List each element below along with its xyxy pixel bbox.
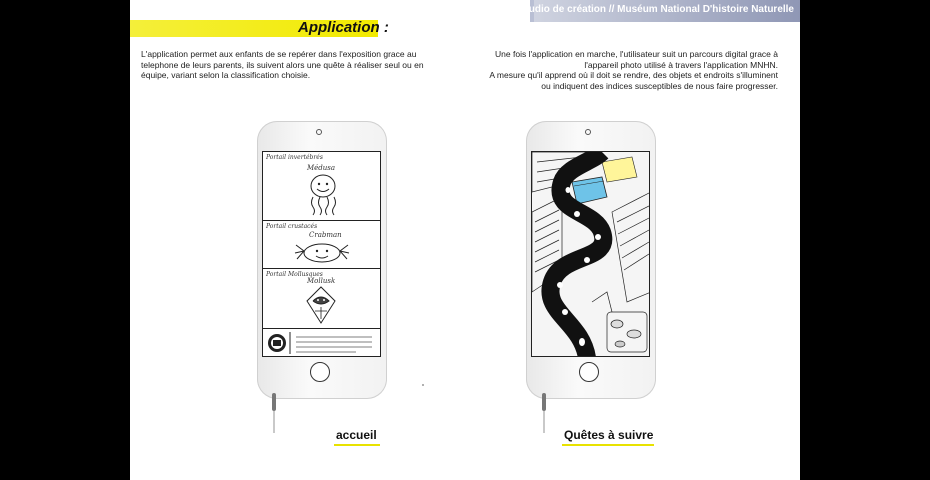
intro-paragraph-left: L'application permet aux enfants de se repérer dans l'exposition grace au telephone de leurs parents, ils suivent alors une quête à réaliser seul ou en équipe, variant selon la classification choisie. xyxy=(141,49,424,80)
camera-dot xyxy=(585,129,591,135)
paragraph-line: l'appareil photo utilisé à travers l'application MNHN. xyxy=(584,59,778,70)
paragraph-line: ou indiquent des indices susceptibles de nous faire progresser. xyxy=(541,80,778,91)
cell-name: Médusa xyxy=(307,164,336,172)
headphone-cable-icon xyxy=(540,393,548,433)
caption-underline xyxy=(562,444,654,446)
portal-cell-crab xyxy=(263,221,380,269)
phone-screen-accueil xyxy=(262,151,381,357)
cell-name: Crabman xyxy=(309,231,342,239)
phone-screen-quetes xyxy=(531,151,650,357)
caption-underline xyxy=(334,444,380,446)
document-page xyxy=(130,0,800,480)
cell-label: Portail crustacés xyxy=(266,223,318,230)
camera-dot xyxy=(316,129,322,135)
logo-and-text-sketch xyxy=(266,332,376,354)
intro-paragraph-right xyxy=(466,49,778,91)
home-button xyxy=(310,362,330,382)
road-map-sketch xyxy=(532,152,650,357)
cell-label: Portail invertébrés xyxy=(266,154,323,161)
header-breadcrumb-bar xyxy=(518,0,800,22)
footer-cell xyxy=(263,329,380,356)
crab-sketch-icon xyxy=(291,237,353,267)
headphone-cable-icon xyxy=(270,393,278,433)
portal-cell-jellyfish xyxy=(263,152,380,221)
caption-accueil: accueil xyxy=(336,428,377,442)
jellyfish-sketch-icon xyxy=(303,172,343,216)
section-title: Application : xyxy=(298,19,389,36)
speck xyxy=(422,384,424,386)
mollusk-sketch-icon xyxy=(301,283,341,327)
home-button xyxy=(579,362,599,382)
caption-quetes: Quêtes à suivre xyxy=(564,428,654,442)
paragraph-line: A mesure qu'il apprend où il doit se rendre, des objets et endroits s'illuminent xyxy=(489,70,778,80)
header-breadcrumb: Studio de création // Muséum National D'histoire Naturelle xyxy=(518,4,794,15)
phone-sketch-accueil xyxy=(257,121,387,399)
paragraph-line: Une fois l'application en marche, l'utilisateur suit un parcours digital grace à xyxy=(495,49,778,59)
phone-sketch-quetes xyxy=(526,121,656,399)
cell-label: Portail Mollusques xyxy=(266,271,323,278)
portal-cell-mollusk xyxy=(263,269,380,329)
cell-name: Mollusk xyxy=(307,277,336,285)
